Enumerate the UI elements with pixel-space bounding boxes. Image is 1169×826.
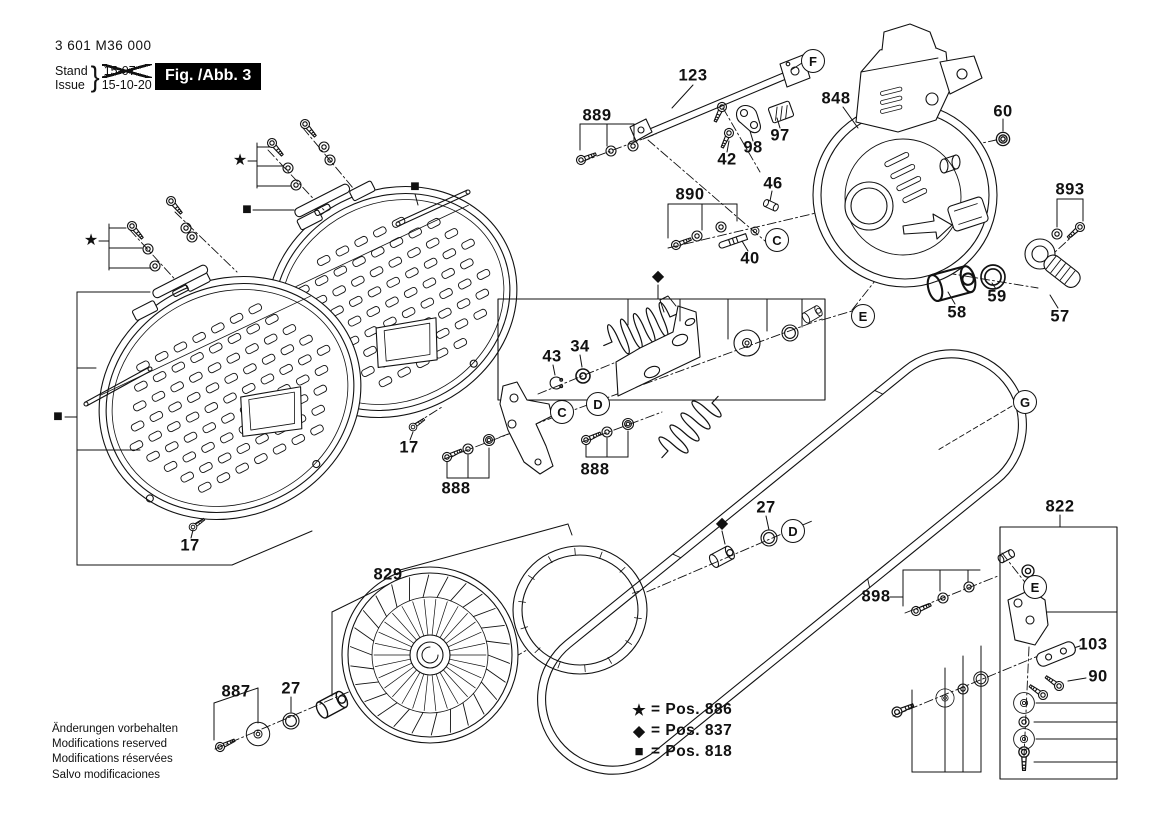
part-label: 34 (570, 337, 590, 356)
part-label: 40 (740, 249, 760, 268)
notice-line: Modifications reserved (52, 738, 168, 751)
group-marker: ■ (410, 178, 420, 195)
square-symbol: ■ (634, 743, 644, 760)
issue-block (55, 62, 152, 93)
group-marker: ★ (232, 152, 248, 169)
notice-line: Modifications réservées (52, 753, 173, 766)
legend-row: ■ = Pos. 818 (627, 741, 732, 762)
part-label: 848 (821, 89, 851, 108)
stand-value-struck: 15-07 (102, 64, 152, 78)
callout-letter: E (1023, 575, 1047, 599)
part-label: 43 (542, 347, 562, 366)
callout-letter: E (851, 304, 875, 328)
diamond-symbol: ◆ (633, 722, 645, 740)
title-block (55, 38, 152, 93)
part-label: 888 (441, 479, 471, 498)
part-label: 27 (281, 679, 301, 698)
issue-value: 15-10-20 (101, 77, 152, 92)
group-marker: ◆ (651, 268, 665, 285)
group-marker: ◆ (715, 515, 729, 532)
part-label: 58 (947, 303, 967, 322)
part-label: 898 (861, 587, 891, 606)
part-label: 59 (987, 287, 1007, 306)
part-label: 887 (221, 682, 251, 701)
part-label: 890 (675, 185, 705, 204)
group-marker: ■ (53, 408, 63, 425)
part-label: 889 (582, 106, 612, 125)
part-label: 46 (763, 174, 783, 193)
symbol-legend (627, 699, 732, 762)
notice-line: Änderungen vorbehalten (52, 723, 178, 735)
brace-glyph: } (90, 61, 100, 93)
part-label: 42 (717, 150, 737, 169)
part-label: 27 (756, 498, 776, 517)
type-number: 3 601 M36 000 (55, 38, 152, 53)
callout-letter: F (801, 49, 825, 73)
modifications-notice (52, 722, 178, 783)
part-label: 103 (1078, 635, 1108, 654)
part-label: 17 (399, 438, 419, 457)
callout-letter: D (781, 519, 805, 543)
legend-row: ★ = Pos. 886 (627, 699, 732, 720)
part-label: 57 (1050, 307, 1070, 326)
part-label: 822 (1045, 497, 1075, 516)
group-marker: ★ (83, 232, 99, 249)
part-label: 60 (993, 102, 1013, 121)
callout-letter: C (765, 228, 789, 252)
legend-row: ◆ = Pos. 837 (627, 720, 732, 741)
part-label: 829 (373, 565, 403, 584)
figure-number-box: Fig. /Abb. 3 (155, 63, 261, 90)
part-label: 893 (1055, 180, 1085, 199)
stand-label: Stand (55, 63, 88, 78)
part-label: 90 (1088, 667, 1108, 686)
part-label: 17 (180, 536, 200, 555)
issue-label: Issue (55, 77, 85, 92)
callout-letter: G (1013, 390, 1037, 414)
notice-line: Salvo modificaciones (52, 768, 161, 781)
star-symbol: ★ (632, 701, 646, 719)
part-label: 98 (743, 138, 763, 157)
callout-letter: D (586, 392, 610, 416)
part-label: 97 (770, 126, 790, 145)
part-label: 123 (678, 66, 708, 85)
part-label: 888 (580, 460, 610, 479)
group-marker: ■ (242, 201, 252, 218)
callout-letter: C (550, 400, 574, 424)
